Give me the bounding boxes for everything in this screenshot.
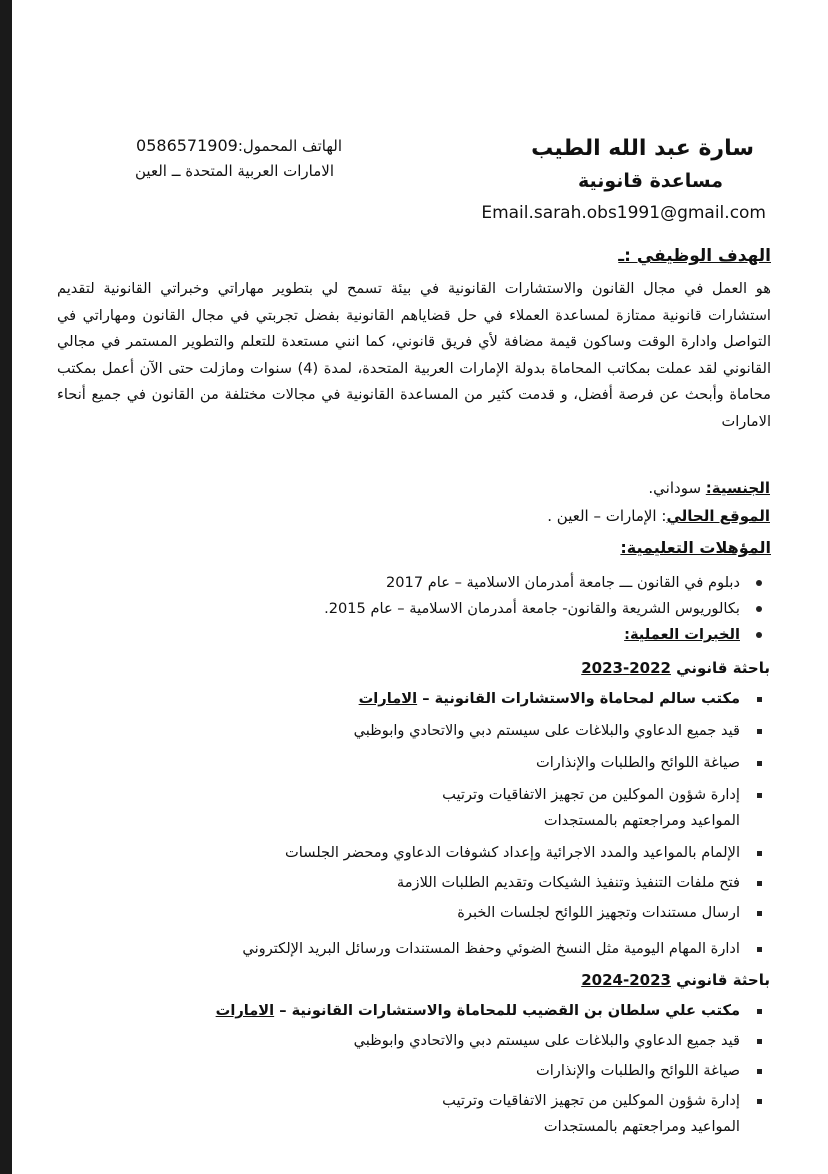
task-item: ارسال مستندات وتجهيز اللوائح لجلسات الخبرة bbox=[50, 900, 770, 926]
task-item: ادارة المهام اليومية مثل النسخ الضوئي وحفظ المستندات ورسائل البريد الإلكتروني bbox=[50, 936, 770, 962]
education-item: دبلوم في القانون ـــ جامعة أمدرمان الاسلامية – عام 2017 bbox=[70, 570, 770, 596]
task-item: صياغة اللوائح والطلبات والإنذارات bbox=[50, 750, 770, 776]
objective-heading: الهدف الوظيفي :ـ bbox=[618, 246, 771, 266]
period-role: باحثة قانوني bbox=[670, 659, 770, 677]
applicant-name: سارة عبد الله الطيب bbox=[531, 136, 754, 161]
period-years: 2022-2023 bbox=[581, 659, 671, 677]
office-place: الامارات bbox=[358, 690, 418, 707]
address-line: الامارات العربية المتحدة ــ العين bbox=[135, 162, 334, 180]
nationality-label: الجنسية: bbox=[705, 479, 770, 497]
task-item: الإلمام بالمواعيد والمدد الاجرائية وإعداد كشوفات الدعاوي ومحضر الجلسات bbox=[50, 840, 770, 866]
experience-period-2 bbox=[581, 971, 770, 989]
task-item: إدارة شؤون الموكلين من تجهيز الاتفاقيات وترتيب المواعيد ومراجعتهم بالمستجدات bbox=[440, 1088, 770, 1140]
current-location-label: الموقع الحالي bbox=[666, 507, 770, 525]
cv-page bbox=[12, 0, 828, 1174]
task-item: إدارة شؤون الموكلين من تجهيز الاتفاقيات وترتيب المواعيد ومراجعتهم بالمستجدات bbox=[440, 782, 770, 834]
objective-text: هو العمل في مجال القانون والاستشارات القانونية في بيئة تسمح لي بتطوير مهاراتي وخبراتي القانونية لتقديم استشارات قانونية ممتازة لمساعدة العملاء في حل قضاياهم القانونية بفضل تجربتي في مجال القانون ومهاراتي في التواصل وادارة الوقت وساكون قيمة مضافة لأي فريق قانوني، كما انني مستعدة للتعلم والتطوير المستمر في مجالي القانوني لقد عملت بمكاتب المحاماة بدولة الإمارات العربية المتحدة، لمدة (4) سنوات ومازلت حتى الآن أعمل بمكتب محاماة وأبحث عن فرصة أفضل، و قدمت كثير من المساعدة القانونية في مجالات مختلفة من القانون في جميع أنحاء الامارات bbox=[57, 280, 771, 430]
task-item: قيد جميع الدعاوي والبلاغات على سيستم دبي والاتحادي وابوظبي bbox=[50, 1028, 770, 1054]
nationality-value: سوداني. bbox=[648, 479, 706, 497]
period-years: 2023-2024 bbox=[581, 971, 671, 989]
experience-heading-item bbox=[70, 622, 770, 648]
task-item: صياغة اللوائح والطلبات والإنذارات bbox=[50, 1058, 770, 1084]
nationality-line bbox=[648, 479, 770, 497]
office-name-text: مكتب سالم لمحاماة والاستشارات القانونية – bbox=[417, 690, 740, 707]
office-name-text: مكتب علي سلطان بن القضيب للمحاماة والاستشارات القانونية – bbox=[274, 1002, 740, 1019]
office-place: الامارات bbox=[215, 1002, 275, 1019]
applicant-title: مساعدة قانونية bbox=[577, 170, 723, 192]
scan-dark-edge bbox=[0, 0, 12, 1174]
task-item: قيد جميع الدعاوي والبلاغات على سيستم دبي والاتحادي وابوظبي bbox=[50, 718, 770, 744]
office-name bbox=[50, 998, 770, 1024]
experience-heading: الخبرات العملية: bbox=[624, 626, 740, 643]
email-address: Email.sarah.obs1991@gmail.com bbox=[481, 203, 766, 223]
education-list bbox=[70, 570, 770, 648]
office-name bbox=[50, 686, 770, 712]
phone-number: 0586571909 bbox=[136, 136, 238, 155]
experience-period-1 bbox=[581, 659, 770, 677]
current-location-value: : الإمارات – العين . bbox=[547, 507, 667, 525]
phone-line bbox=[136, 136, 342, 155]
experience-list-2 bbox=[50, 998, 770, 1140]
education-item: بكالوريوس الشريعة والقانون- جامعة أمدرمان الاسلامية – عام 2015. bbox=[70, 596, 770, 622]
current-location-line bbox=[547, 507, 770, 525]
task-item: فتح ملفات التنفيذ وتنفيذ الشيكات وتقديم الطلبات اللازمة bbox=[50, 870, 770, 896]
period-role: باحثة قانوني bbox=[670, 971, 770, 989]
phone-label: الهاتف المحمول: bbox=[237, 137, 342, 155]
education-heading: المؤهلات التعليمية: bbox=[620, 538, 771, 557]
experience-list-1 bbox=[50, 686, 770, 962]
